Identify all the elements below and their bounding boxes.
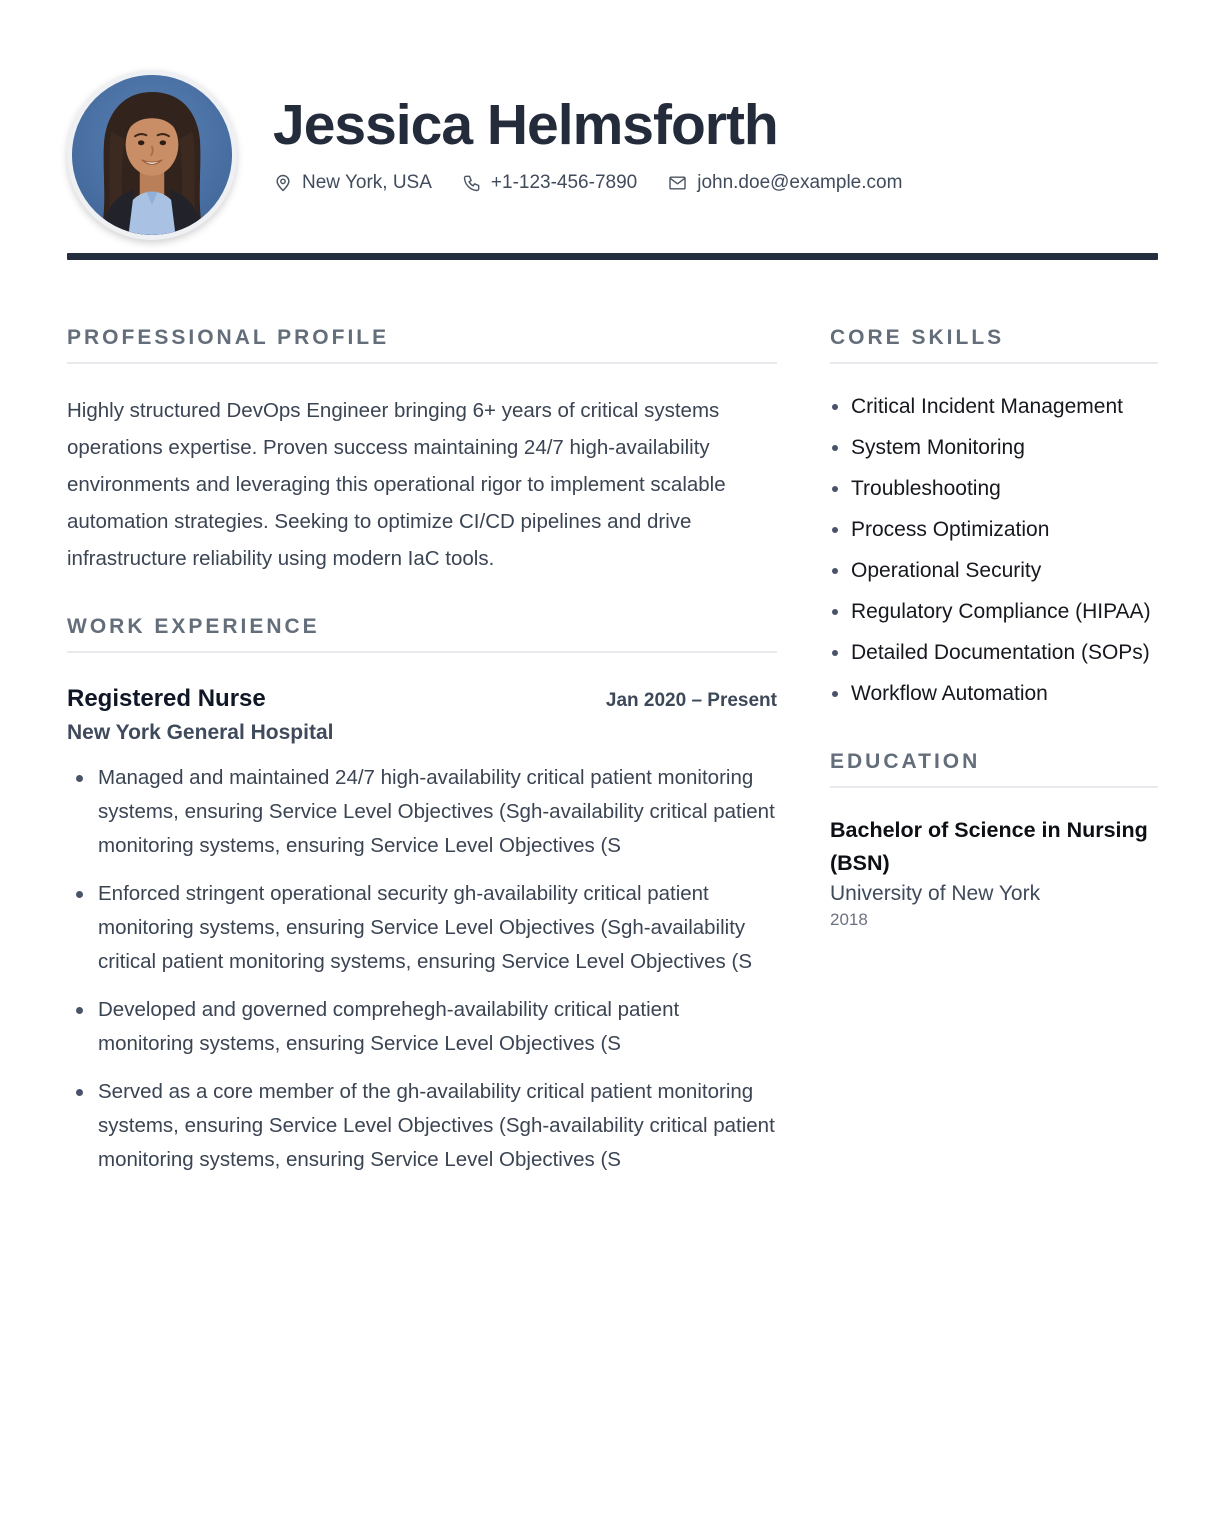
bullet-dot bbox=[832, 691, 838, 697]
skill-item bbox=[830, 513, 1158, 546]
bullet-dot bbox=[832, 609, 838, 615]
skill-list bbox=[830, 390, 1158, 710]
skill-label: System Monitoring bbox=[851, 436, 1025, 459]
job-company: New York General Hospital bbox=[67, 721, 334, 744]
section-title-profile: PROFESSIONAL PROFILE bbox=[67, 326, 390, 349]
header-text-block bbox=[273, 70, 902, 194]
section-rule bbox=[67, 362, 777, 364]
job-bullet-list bbox=[67, 761, 777, 1177]
skill-item bbox=[830, 595, 1158, 628]
contact-email-text: john.doe@example.com bbox=[697, 171, 903, 193]
candidate-name: Jessica Helmsforth bbox=[273, 93, 778, 157]
header-divider bbox=[67, 253, 1158, 260]
job-entry bbox=[67, 685, 777, 1177]
job-bullet: Served as a core member of the gh-availability critical patient monitoring systems, ensuring Service Level Objectives (Sgh-availability critical patient monitoring systems, ensuring Service Level Objectives (S bbox=[67, 1075, 777, 1177]
bullet-dot bbox=[832, 568, 838, 574]
contact-location-text: New York, USA bbox=[302, 171, 432, 193]
section-work-experience bbox=[67, 615, 777, 1177]
section-title-work: WORK EXPERIENCE bbox=[67, 615, 320, 638]
resume-header bbox=[67, 0, 1158, 240]
skill-label: Operational Security bbox=[851, 559, 1042, 582]
bullet-dot bbox=[832, 486, 838, 492]
bullet-dot bbox=[832, 404, 838, 410]
contact-row bbox=[273, 172, 902, 194]
contact-phone bbox=[462, 172, 637, 194]
phone-icon bbox=[462, 173, 482, 193]
job-bullet: Enforced stringent operational security gh-availability critical patient monitoring systems, ensuring Service Level Objectives (Sgh-availability critical patient monitoring systems, ensuring Service Level Objectives (S bbox=[67, 877, 777, 979]
job-header bbox=[67, 685, 777, 713]
skill-label: Regulatory Compliance (HIPAA) bbox=[851, 600, 1151, 623]
section-rule bbox=[830, 362, 1158, 364]
skill-label: Workflow Automation bbox=[851, 682, 1048, 705]
job-bullet: Developed and governed comprehegh-availability critical patient monitoring systems, ensuring Service Level Objectives (S bbox=[67, 993, 777, 1061]
skill-item bbox=[830, 554, 1158, 587]
right-column bbox=[830, 326, 1158, 1191]
section-core-skills bbox=[830, 326, 1158, 710]
section-title-education: EDUCATION bbox=[830, 750, 981, 773]
skill-label: Critical Incident Management bbox=[851, 395, 1123, 418]
bullet-dot bbox=[832, 527, 838, 533]
profile-photo bbox=[67, 70, 237, 240]
skill-item bbox=[830, 472, 1158, 505]
skill-item bbox=[830, 431, 1158, 464]
skill-item bbox=[830, 390, 1158, 423]
contact-email bbox=[667, 172, 902, 194]
skill-label: Troubleshooting bbox=[851, 477, 1001, 500]
job-bullet: Managed and maintained 24/7 high-availability critical patient monitoring systems, ensuring Service Level Objectives (Sgh-availability critical patient monitoring systems, ensuring Service Level Objectives (S bbox=[67, 761, 777, 863]
contact-location bbox=[273, 172, 432, 194]
job-role: Registered Nurse bbox=[67, 685, 266, 712]
resume-body bbox=[67, 326, 1158, 1191]
location-pin-icon bbox=[273, 173, 293, 193]
section-rule bbox=[830, 786, 1158, 788]
avatar-illustration bbox=[72, 75, 232, 235]
section-professional-profile bbox=[67, 326, 777, 577]
bullet-dot bbox=[832, 445, 838, 451]
skill-label: Process Optimization bbox=[851, 518, 1050, 541]
skill-label: Detailed Documentation (SOPs) bbox=[851, 641, 1150, 664]
education-school: University of New York bbox=[830, 882, 1041, 905]
education-year: 2018 bbox=[830, 910, 868, 929]
education-degree: Bachelor of Science in Nursing (BSN) bbox=[830, 818, 1148, 875]
section-title-skills: CORE SKILLS bbox=[830, 326, 1005, 349]
profile-summary: Highly structured DevOps Engineer bringing 6+ years of critical systems operations expertise. Proven success maintaining 24/7 high-availability environments and leveraging this operational rigor to implement scalable automation strategies. Seeking to optimize CI/CD pipelines and drive infrastructure reliability using modern IaC tools. bbox=[67, 399, 726, 570]
envelope-icon bbox=[667, 173, 688, 193]
job-dates: Jan 2020 – Present bbox=[605, 690, 777, 711]
contact-phone-text: +1-123-456-7890 bbox=[490, 171, 638, 193]
skill-item bbox=[830, 677, 1158, 710]
skill-item bbox=[830, 636, 1158, 669]
section-rule bbox=[67, 651, 777, 653]
bullet-dot bbox=[832, 650, 838, 656]
left-column bbox=[67, 326, 777, 1191]
section-education bbox=[830, 750, 1158, 930]
